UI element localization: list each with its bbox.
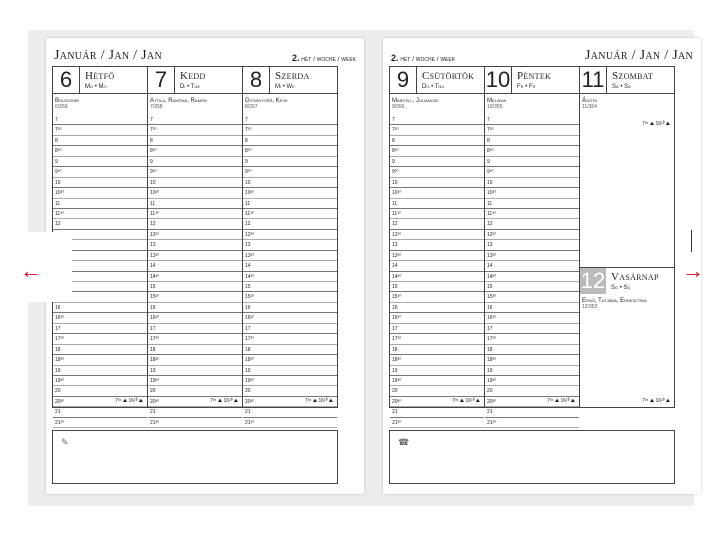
hour-row: 12 xyxy=(485,219,579,229)
day-number: 8 xyxy=(243,67,270,93)
right-page xyxy=(383,38,701,494)
hour-row: 21 xyxy=(148,407,242,417)
hour-row: 15³⁰ xyxy=(148,292,242,302)
left-page xyxy=(46,38,364,494)
day-number: 11 xyxy=(580,67,607,93)
hour-row: 8 xyxy=(53,136,147,146)
hour-row: 8³⁰ xyxy=(485,146,579,156)
hour-row: 14 xyxy=(148,261,242,271)
hour-row: 12 xyxy=(390,219,484,229)
day-header xyxy=(390,67,484,94)
hour-row: 11³⁰ xyxy=(243,209,337,219)
hour-row: 16 xyxy=(390,303,484,313)
day-column xyxy=(242,66,338,426)
day-column xyxy=(484,66,579,426)
hour-row: 15 xyxy=(148,282,242,292)
hour-row: 8³⁰ xyxy=(243,146,337,156)
hour-row: 20³⁰ xyxy=(243,397,337,407)
day-of-year: 9/356 xyxy=(392,103,405,110)
hour-row: 10³⁰ xyxy=(485,188,579,198)
hour-row: 12³⁰ xyxy=(243,230,337,240)
hour-row: 7³⁰ xyxy=(148,125,242,135)
hour-row: 7 xyxy=(243,115,337,125)
hour-row: 10 xyxy=(243,178,337,188)
hour-row: 15³⁰ xyxy=(390,292,484,302)
sunrise-sunset: 7³⁵ ⛰ 16¹⁰ ⛰ xyxy=(451,398,480,404)
sunrise-sunset: 7³⁵ ⛰ 16¹⁰ ⛰ xyxy=(304,398,333,404)
sunrise-sunset: 7³⁵ ⛰ 16¹⁰ ⛰ xyxy=(209,398,238,404)
day-names xyxy=(607,71,653,90)
hour-row: 15 xyxy=(485,282,579,292)
hour-row: 20³⁰ xyxy=(390,397,484,407)
week-label: 2. hét / woche / week xyxy=(291,53,356,63)
hour-row: 17 xyxy=(53,324,147,334)
day-names xyxy=(80,71,114,90)
hour-row: 17³⁰ xyxy=(53,334,147,344)
planner-preview xyxy=(28,30,694,506)
day-number: 7 xyxy=(148,67,175,93)
hour-row: 13 xyxy=(390,240,484,250)
saints-names: Ágota xyxy=(582,98,598,104)
hour-row: 21³⁰ xyxy=(485,418,579,428)
hour-row: 19 xyxy=(390,366,484,376)
hour-row: 19³⁰ xyxy=(485,376,579,386)
hour-row: 16³⁰ xyxy=(243,313,337,323)
day-subtitle: Fr • Fr xyxy=(517,83,536,90)
hour-row: 18³⁰ xyxy=(390,355,484,365)
hour-row: 19 xyxy=(53,366,147,376)
page-title: Január / Jan / Jan xyxy=(54,48,162,63)
hour-row: 8 xyxy=(390,136,484,146)
hour-row: 7³⁰ xyxy=(243,125,337,135)
hour-row: 11 xyxy=(148,199,242,209)
hour-row: 10 xyxy=(53,178,147,188)
day-of-year: 10/355 xyxy=(487,103,503,110)
hour-row: 21³⁰ xyxy=(390,418,484,428)
hour-row: 9³⁰ xyxy=(390,167,484,177)
hour-row: 12 xyxy=(53,219,147,229)
hour-row: 15³⁰ xyxy=(485,292,579,302)
next-arrow-icon[interactable]: → xyxy=(682,258,704,283)
hour-row: 9 xyxy=(485,157,579,167)
saints-names: Gyöngyvér, Keve xyxy=(245,98,288,104)
day-subtitle: Do • Thu xyxy=(422,83,445,90)
day-name: Szerda xyxy=(275,69,310,82)
day-name: Vasárnap xyxy=(611,270,659,283)
hour-row: 20 xyxy=(485,386,579,396)
hour-row: 16 xyxy=(243,303,337,313)
day-of-year: 6/359 xyxy=(55,103,68,110)
day-header xyxy=(580,268,674,294)
hour-row: 9 xyxy=(53,157,147,167)
hour-row: 7 xyxy=(148,115,242,125)
day-number: 12 xyxy=(580,268,606,293)
hour-row: 11³⁰ xyxy=(390,209,484,219)
hour-row: 19 xyxy=(243,366,337,376)
sunrise-sunset: 7³⁵ ⛰ 16¹⁰ ⛰ xyxy=(641,121,670,127)
day-subtitle: Mo • Mo xyxy=(85,83,107,90)
hour-row: 13 xyxy=(243,240,337,250)
hour-row: 19³⁰ xyxy=(148,376,242,386)
saints-names: Ernő, Tatjána, Ernesztina xyxy=(582,298,647,304)
hour-row: 18³⁰ xyxy=(148,355,242,365)
hour-row: 7 xyxy=(390,115,484,125)
day-header xyxy=(148,67,242,94)
hour-row: 20³⁰ xyxy=(485,397,579,407)
hour-row: 14³⁰ xyxy=(485,272,579,282)
hour-row: 12³⁰ xyxy=(485,230,579,240)
hour-row: 21 xyxy=(243,407,337,417)
hour-row: 11 xyxy=(485,199,579,209)
hour-row: 16³⁰ xyxy=(485,313,579,323)
day-subtitle: So • Su xyxy=(611,284,631,291)
name-days xyxy=(243,94,337,110)
day-header xyxy=(243,67,337,94)
hour-row: 19 xyxy=(485,366,579,376)
hour-row: 18 xyxy=(243,345,337,355)
hour-row: 10³⁰ xyxy=(390,188,484,198)
hour-lines xyxy=(485,115,579,428)
hour-row: 14³⁰ xyxy=(243,272,337,282)
hour-row: 10 xyxy=(485,178,579,188)
hour-row: 21 xyxy=(390,407,484,417)
sunrise-sunset: 7³⁵ ⛰ 16¹⁰ ⛰ xyxy=(546,398,575,404)
hour-row: 13³⁰ xyxy=(243,251,337,261)
name-days xyxy=(390,94,484,110)
hour-row: 14 xyxy=(390,261,484,271)
day-subtitle: Mi • We xyxy=(275,83,295,90)
hour-row: 16³⁰ xyxy=(390,313,484,323)
hour-row: 15 xyxy=(243,282,337,292)
day-number: 10 xyxy=(485,67,511,92)
hour-row: 20 xyxy=(53,386,147,396)
hour-row: 11³⁰ xyxy=(53,209,147,219)
hour-row: 7³⁰ xyxy=(485,125,579,135)
hour-row: 13 xyxy=(148,240,242,250)
pencil-icon: ✎ xyxy=(61,437,69,447)
hour-row: 13³⁰ xyxy=(485,251,579,261)
saints-names: Melánia xyxy=(487,98,507,104)
hour-row: 8³⁰ xyxy=(53,146,147,156)
day-of-year: 8/357 xyxy=(245,103,258,110)
hour-row: 14 xyxy=(243,261,337,271)
hour-row: 7³⁰ xyxy=(390,125,484,135)
hour-row: 11³⁰ xyxy=(485,209,579,219)
hour-lines xyxy=(243,115,337,428)
hour-row: 20 xyxy=(390,386,484,396)
phone-icon: ☎ xyxy=(398,437,410,447)
day-name: Péntek xyxy=(517,69,552,82)
hour-row: 18 xyxy=(148,345,242,355)
hour-row: 10 xyxy=(148,178,242,188)
sunrise-sunset: 7³⁵ ⛰ 16¹⁰ ⛰ xyxy=(641,398,670,404)
week-label: 2. hét / woche / week xyxy=(391,53,456,63)
hour-row: 17 xyxy=(390,324,484,334)
hour-row: 21³⁰ xyxy=(148,418,242,428)
hour-row: 21 xyxy=(53,407,147,417)
prev-arrow-icon[interactable]: ← xyxy=(20,258,42,283)
hour-row: 19³⁰ xyxy=(53,376,147,386)
name-days xyxy=(580,294,674,310)
hour-row: 12 xyxy=(148,219,242,229)
hour-row: 15 xyxy=(390,282,484,292)
hour-row: 8 xyxy=(243,136,337,146)
hour-row: 10³⁰ xyxy=(243,188,337,198)
day-column xyxy=(579,66,675,408)
day-name: Hétfő xyxy=(85,69,115,82)
sunday-section xyxy=(580,267,674,310)
hour-row: 13³⁰ xyxy=(148,251,242,261)
hour-row: 13 xyxy=(485,240,579,250)
sunrise-sunset: 7³⁵ ⛰ 16¹⁰ ⛰ xyxy=(114,398,143,404)
day-column xyxy=(389,66,484,426)
day-column xyxy=(147,66,242,426)
day-names xyxy=(417,71,474,90)
hour-row: 8 xyxy=(148,136,242,146)
day-names xyxy=(606,272,659,291)
hour-row: 21³⁰ xyxy=(243,418,337,428)
hour-row: 10³⁰ xyxy=(148,188,242,198)
hour-row: 11 xyxy=(390,199,484,209)
hour-row: 20³⁰ xyxy=(148,397,242,407)
hour-row: 17³⁰ xyxy=(243,334,337,344)
hour-row: 20³⁰ xyxy=(53,397,147,407)
hour-row: 18 xyxy=(53,345,147,355)
hour-row: 8³⁰ xyxy=(390,146,484,156)
day-header xyxy=(53,67,147,94)
hour-row: 9³⁰ xyxy=(148,167,242,177)
day-name: Szombat xyxy=(612,69,654,82)
day-header xyxy=(580,67,674,94)
name-days xyxy=(53,94,147,110)
hour-row: 11 xyxy=(243,199,337,209)
day-names xyxy=(270,71,310,90)
hour-row: 10³⁰ xyxy=(53,188,147,198)
hour-row: 19³⁰ xyxy=(390,376,484,386)
hour-row: 9 xyxy=(243,157,337,167)
page-title: Január / Jan / Jan xyxy=(585,48,693,63)
hour-row: 7 xyxy=(485,115,579,125)
hour-row: 17 xyxy=(243,324,337,334)
saints-names: Attila, Ramóna, Ramón xyxy=(150,98,207,104)
hour-row: 7³⁰ xyxy=(53,125,147,135)
day-subtitle: Di • Tue xyxy=(180,83,200,90)
divider xyxy=(691,230,692,252)
hour-row: 14³⁰ xyxy=(390,272,484,282)
day-of-year: 11/354 xyxy=(582,103,597,110)
hour-row: 11 xyxy=(53,199,147,209)
hour-row: 18³⁰ xyxy=(243,355,337,365)
hour-row: 20 xyxy=(148,386,242,396)
name-days xyxy=(485,94,579,110)
hour-row: 12³⁰ xyxy=(148,230,242,240)
hour-row: 17³⁰ xyxy=(148,334,242,344)
hour-row: 17³⁰ xyxy=(390,334,484,344)
hour-row: 18 xyxy=(390,345,484,355)
day-number: 9 xyxy=(390,67,417,93)
hour-row: 9³⁰ xyxy=(485,167,579,177)
day-name: Kedd xyxy=(180,69,206,82)
hour-row: 15³⁰ xyxy=(243,292,337,302)
day-columns xyxy=(52,66,338,426)
hour-row: 11³⁰ xyxy=(148,209,242,219)
hour-row: 13³⁰ xyxy=(390,251,484,261)
hour-row: 17³⁰ xyxy=(485,334,579,344)
hour-row: 16 xyxy=(485,303,579,313)
hour-row: 9 xyxy=(390,157,484,167)
saints-names: Marcell, Juliánusz xyxy=(392,98,439,104)
name-days xyxy=(148,94,242,110)
hour-row: 10 xyxy=(390,178,484,188)
hour-row: 8 xyxy=(485,136,579,146)
hour-row: 17 xyxy=(485,324,579,334)
hour-row: 18 xyxy=(485,345,579,355)
hour-row: 21³⁰ xyxy=(53,418,147,428)
day-name: Csütörtök xyxy=(422,69,475,82)
hour-row: 16 xyxy=(148,303,242,313)
hour-lines xyxy=(148,115,242,428)
hour-row: 16³⁰ xyxy=(148,313,242,323)
day-columns xyxy=(389,66,675,426)
hour-row: 9 xyxy=(148,157,242,167)
day-subtitle: Sa • Sa xyxy=(612,83,631,90)
hour-row: 17 xyxy=(148,324,242,334)
hour-row: 19³⁰ xyxy=(243,376,337,386)
hour-lines xyxy=(390,115,484,428)
day-names xyxy=(175,71,206,90)
hour-row: 18³⁰ xyxy=(53,355,147,365)
saints-names: Boldizsár xyxy=(55,98,80,104)
hour-row: 19 xyxy=(148,366,242,376)
notes-box xyxy=(52,430,338,484)
day-header xyxy=(485,67,579,94)
hour-row: 12³⁰ xyxy=(390,230,484,240)
hour-row: 9³⁰ xyxy=(243,167,337,177)
day-of-year: 7/358 xyxy=(150,103,163,110)
hour-row: 8³⁰ xyxy=(148,146,242,156)
hour-row: 7 xyxy=(53,115,147,125)
hour-row: 21 xyxy=(485,407,579,417)
hour-row: 16 xyxy=(53,303,147,313)
day-of-year: 12/353 xyxy=(582,303,598,310)
hour-row: 16³⁰ xyxy=(53,313,147,323)
hour-row: 14³⁰ xyxy=(148,272,242,282)
name-days xyxy=(580,94,674,110)
hour-row: 20 xyxy=(243,386,337,396)
hour-row: 12 xyxy=(243,219,337,229)
hour-row: 14 xyxy=(485,261,579,271)
day-names xyxy=(512,71,551,90)
day-number: 6 xyxy=(53,67,80,93)
hour-row: 18³⁰ xyxy=(485,355,579,365)
hour-row: 9³⁰ xyxy=(53,167,147,177)
notes-box xyxy=(389,430,675,484)
